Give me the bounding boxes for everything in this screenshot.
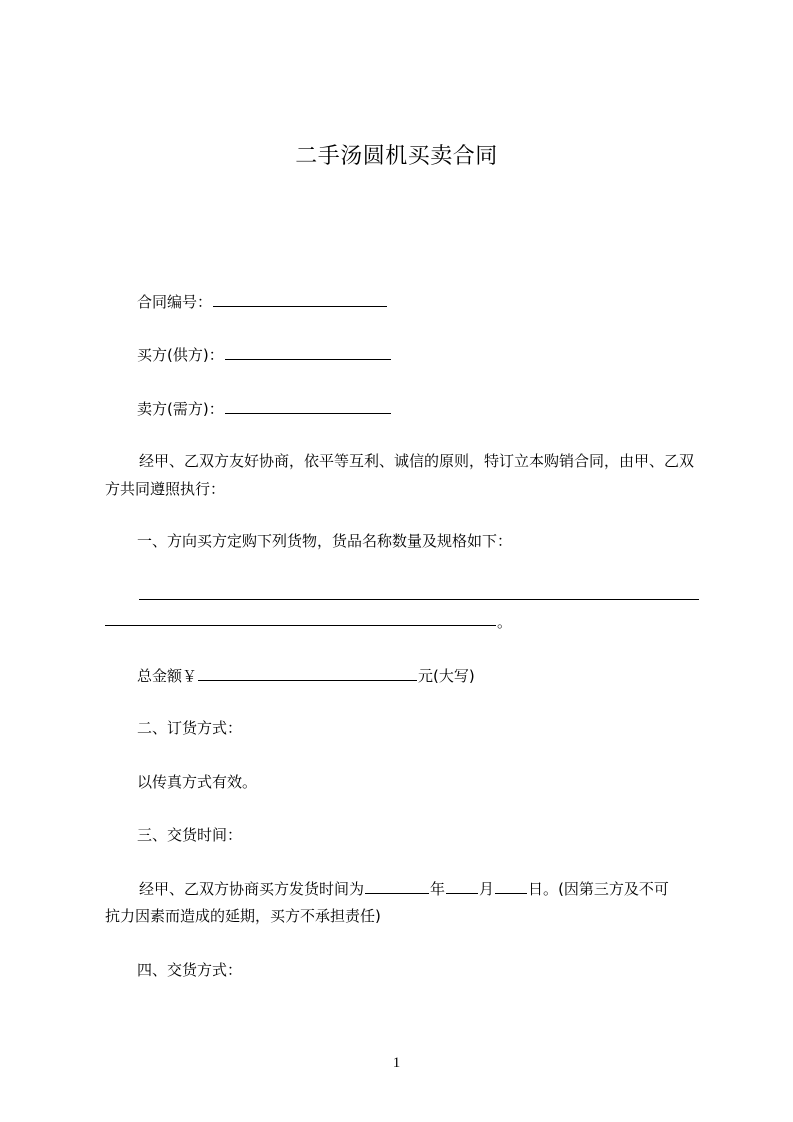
- seller-line: [137, 398, 392, 419]
- goods-line-end: 。: [497, 613, 513, 631]
- section2-text: 以传真方式有效。: [137, 773, 258, 791]
- section4-heading: 四、交货方式：: [137, 961, 243, 979]
- buyer-label: 买方(供方)：: [137, 346, 224, 364]
- day-label: 日。: [528, 880, 559, 898]
- contract-number-label: 合同编号：: [137, 293, 213, 311]
- delivery-time-prefix: 经甲、乙双方协商买方发货时间为: [139, 880, 365, 898]
- delivery-day-field[interactable]: [495, 878, 527, 894]
- buyer-line: [137, 344, 392, 365]
- section3-heading: 三、交货时间：: [137, 826, 243, 844]
- contract-number-field[interactable]: [213, 291, 387, 307]
- delivery-note-part1: (因第三方及不可: [558, 880, 669, 898]
- section2-heading: 二、订货方式：: [137, 719, 243, 737]
- delivery-month-field[interactable]: [446, 878, 478, 894]
- page-number: 1: [392, 1055, 401, 1071]
- seller-field[interactable]: [225, 398, 391, 414]
- document-title: 二手汤圆机买卖合同: [295, 144, 498, 169]
- delivery-year-field[interactable]: [365, 878, 429, 894]
- total-amount-suffix: 元(大写): [418, 667, 475, 685]
- month-label: 月: [479, 880, 495, 898]
- seller-label: 卖方(需方)：: [137, 400, 224, 418]
- delivery-note-part2: 抗力因素而造成的延期，买方不承担责任): [105, 907, 381, 925]
- goods-field-line-2[interactable]: [105, 625, 496, 626]
- section1-heading: 一、方向买方定购下列货物，货品名称数量及规格如下：: [137, 532, 513, 550]
- contract-number-line: [137, 291, 388, 312]
- goods-field-line-1[interactable]: [139, 599, 699, 600]
- delivery-time-line: [139, 878, 669, 899]
- buyer-field[interactable]: [225, 344, 391, 360]
- year-label: 年: [430, 880, 446, 898]
- intro-paragraph: 经甲、乙双方友好协商，依平等互利、诚信的原则，特订立本购销合同，由甲、乙双方共同遵照执行：: [105, 452, 695, 498]
- total-amount-line: [137, 665, 475, 686]
- total-amount-label: 总金额￥: [137, 667, 198, 685]
- total-amount-field[interactable]: [198, 665, 417, 681]
